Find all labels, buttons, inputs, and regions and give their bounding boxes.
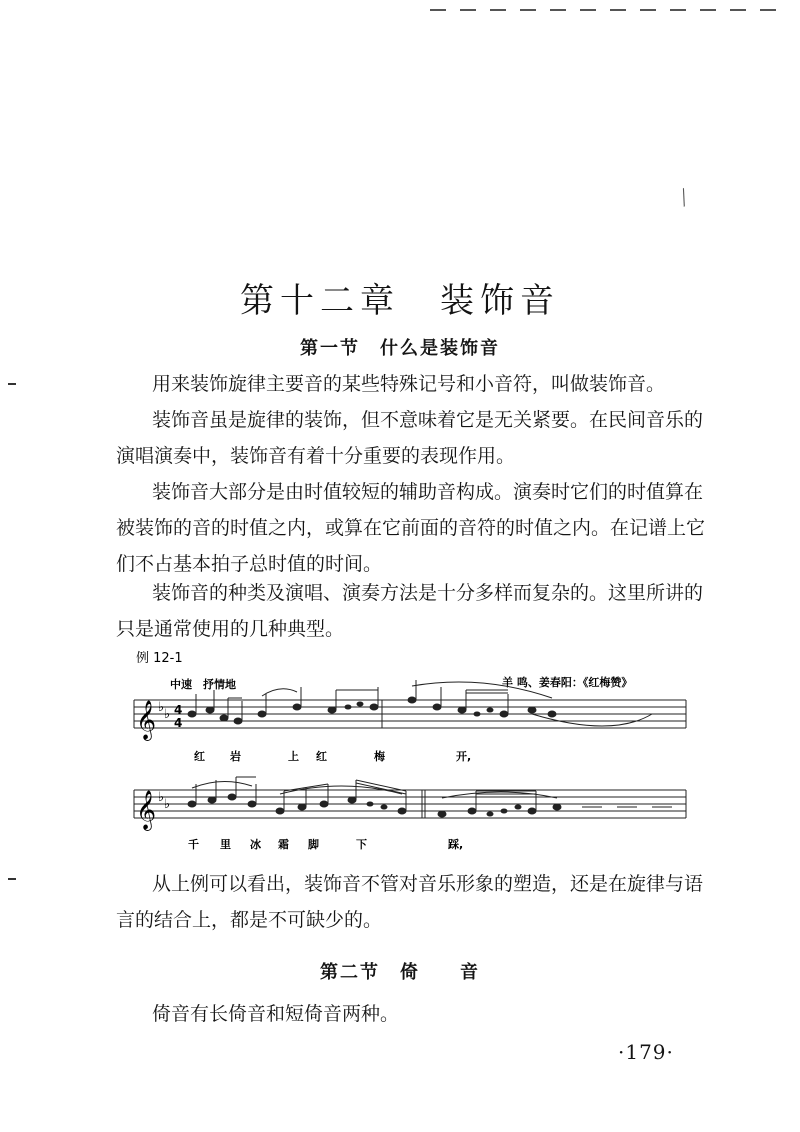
svg-text:下: 下 [356, 838, 367, 851]
flat-icon: ♭ [158, 700, 165, 715]
flat-icon: ♭ [158, 790, 165, 805]
section-title-2: 第二节 倚 音 [320, 962, 480, 983]
staff-2 [134, 790, 686, 818]
svg-text:开,: 开, [456, 750, 472, 763]
section-title-1: 第一节 什么是装饰音 [300, 338, 500, 359]
svg-text:冰: 冰 [250, 838, 261, 851]
paragraph: 从上例可以看出，装饰音不管对音乐形象的塑造，还是在旋律与语言的结合上，都是不可缺少的。 [116, 873, 704, 931]
paragraph: 装饰音大部分是由时值较短的辅助音构成。演奏时它们的时值算在被装饰的音的时值之内，或算在它前面的音符的时值之内。在记谱上它们不占基本拍子总时值的时间。 [116, 481, 706, 575]
paragraph: 装饰音虽是旋律的装饰，但不意味着它是无关紧要。在民间音乐的演唱演奏中，装饰音有着十分重要的表现作用。 [116, 409, 704, 467]
svg-text:霜: 霜 [278, 838, 289, 851]
svg-text:红: 红 [194, 750, 205, 763]
svg-text:脚: 脚 [308, 838, 319, 851]
paragraph: 装饰音的种类及演唱、演奏方法是十分多样而复杂的。这里所讲的只是通常使用的几种典型。 [116, 582, 704, 640]
top-dash-artifact [430, 6, 790, 14]
notes-line-1 [188, 697, 556, 724]
treble-clef-icon: 𝄞 [136, 700, 157, 740]
lyrics-line-1 [194, 749, 471, 763]
paragraph: 倚音有长倚音和短倚音两种。 [152, 1003, 400, 1025]
chapter-title: 第十二章 装饰音 [240, 280, 560, 321]
flat-icon: ♭ [164, 707, 171, 722]
time-signature-top: 4 [174, 703, 183, 717]
margin-mark [8, 878, 16, 880]
music-example [112, 648, 702, 858]
page-number: ·179· [618, 1040, 674, 1064]
svg-text:岩: 岩 [230, 750, 241, 763]
stray-mark: ╱ [676, 188, 692, 208]
svg-text:里: 里 [220, 838, 231, 851]
svg-text:千: 千 [188, 838, 199, 851]
tempo-marking: 中速 抒情地 [170, 678, 236, 691]
time-signature-bottom: 4 [174, 716, 183, 730]
example-label: 例 12-1 [136, 651, 183, 666]
lyrics-line-2 [188, 837, 463, 851]
treble-clef-icon: 𝄞 [136, 790, 157, 830]
svg-text:梅: 梅 [374, 750, 385, 763]
song-credit: 羊 鸣、姜春阳：《红梅赞》 [502, 676, 633, 689]
margin-mark [8, 383, 16, 385]
svg-text:上: 上 [288, 750, 299, 763]
flat-icon: ♭ [164, 797, 171, 812]
paragraph: 用来装饰旋律主要音的某些特殊记号和小音符，叫做装饰音。 [152, 373, 666, 395]
svg-text:踩,: 踩, [448, 838, 464, 851]
svg-text:红: 红 [316, 750, 327, 763]
